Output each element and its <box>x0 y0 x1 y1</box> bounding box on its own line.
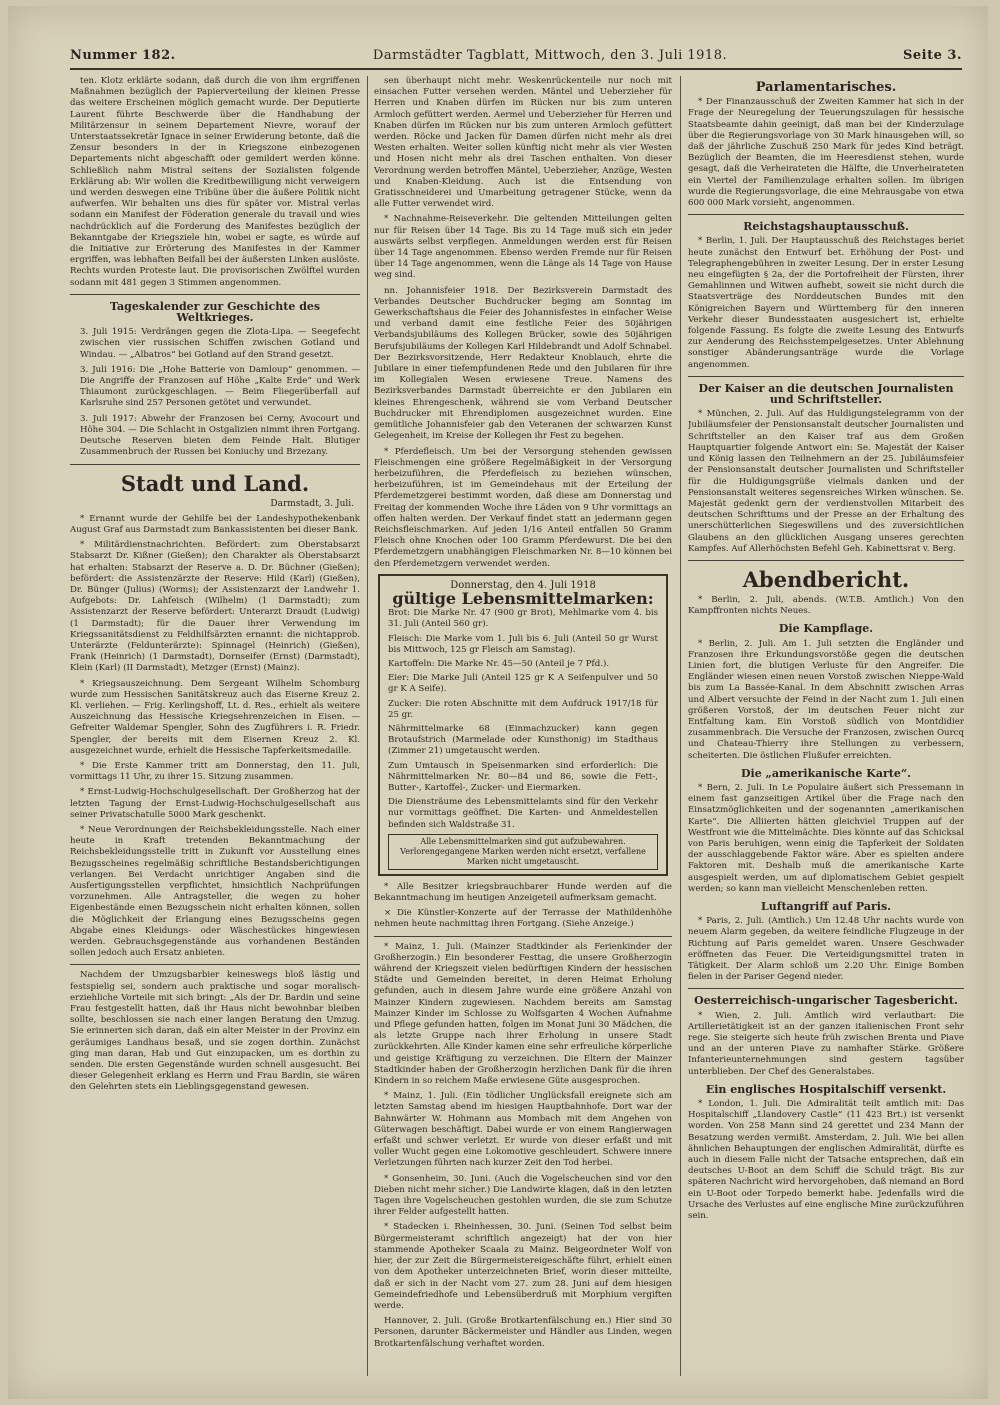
issue-number: Nummer 182. <box>70 48 176 63</box>
box-item: Eier: Die Marke Juli (Anteil 125 gr K A Seifenpulver und 50 gr K A Seife). <box>388 673 658 695</box>
kalender-item: 3. Juli 1915: Verdrängen gegen die Zlota-Lipa. — Seegefecht zwischen vier russischen Schiffen zwischen Gotland und Windau. — „Albatros“ bei Gotland auf den Strand gesetzt. <box>80 327 360 360</box>
divider <box>70 464 360 465</box>
page-header <box>70 46 962 70</box>
article-paragraph: * Neue Verordnungen der Reichsbekleidungsstelle. Nach einer heute in Kraft tretenden Bekanntmachung der Reichsbekleidungsstelle tritt in Zukunft vor Ausstellung eines Bezugsscheines regelmäßig schriftliche Bestandsberichtigungen verlangen. Bei Verdacht unrichtiger Angaben sind die Ausfertigungsstellen verpflichtet, hinsichtlich Nachprüfungen vorzunehmen. Alle Antragsteller, die wegen zu hoher Eigenbestände einen Bezugsschein nicht erhalten können, sollen die Möglichkeit der Erlangung eines Bezugsscheins gegen Abgabe eines Kleidungs- oder Wäschestückes hingewiesen werden. Gebrauchsgegenstände aus vorhandenen Beständen sollen jedoch auch Ersatz anbieten. <box>70 824 360 959</box>
newspaper-page <box>8 6 988 1399</box>
article-paragraph: * Die Erste Kammer tritt am Donnerstag, den 11. Juli, vormittags 11 Uhr, zu ihrer 15. Sitzung zusammen. <box>70 760 360 783</box>
heading-karte: Die „amerikanische Karte“. <box>741 766 911 780</box>
divider <box>70 294 360 295</box>
article-paragraph: * Kriegsauszeichnung. Dem Sergeant Wilhelm Schomburg wurde zum Hessischen Sanitätskreuz auch das Eiserne Kreuz 2. Kl. verliehen. — Frig. Kerlingshoff, Lt. d. Res., erhielt als weitere Auszeichnung das Hessische Kriegsehrenzeichen in Eisen. — Gefreiter Waldemar Spengler, Sohn des Zugführers i. R. Friedr. Spengler, der bereits mit dem Eisernen Kreuz 2. Kl. ausgezeichnet wurde, erhielt die Hessische Tapferkeitsmedaille. <box>70 678 360 756</box>
feuilleton-paragraph: Nachdem der Umzugsbarbier keineswegs bloß lästig und festspielig sei, sondern auch praktische und sogar moralisch-erziehliche Vorteile mit sich bringt: „Als der Dr. Bardin und seine Frau festgestellt hatten, daß ihr Haus nicht bewohnbar bleiben sollte, beschlossen sie nach einer langen Beratung den Umzug. Sie erinnerten sich daran, daß ein alter Meister in der Provinz ein geräumiges Landhaus besaß, und sie zogen dorthin. Zunächst ging man daran, Hab und Gut einzupacken, um es dorthin zu senden. Die ersten Gegenstände wurden schnell ausgesucht. Bei dieser Gelegenheit erklang es Herrn und Frau Bardin, sie wären den Gelehrten stets ein Lieblingsgegenstand gewesen. <box>70 970 360 1093</box>
article-paragraph: * Ernannt wurde der Gehilfe bei der Landeshypothekenbank August Graf aus Darmstadt zum Bankassistenten bei dieser Bank. <box>70 513 360 535</box>
box-item: Die Diensträume des Lebensmittelamts sind für den Verkehr nur vormittags geöffnet. Die Karten- und Anmeldestellen befinden sich Waldstraße 31. <box>388 797 658 830</box>
divider <box>688 560 964 561</box>
heading-reichstag: Reichstagshauptausschuß. <box>743 220 909 234</box>
box-item: Nährmittelmarke 68 (Einmachzucker) kann gegen Brotaufstrich (Marmelade oder Kunsthonig) im Stadthaus (Zimmer 21) umgetauscht werden. <box>388 723 658 757</box>
column-rule <box>367 76 368 1376</box>
divider <box>688 376 964 377</box>
divider <box>688 988 964 989</box>
heading-luftangriff: Luftangriff auf Paris. <box>761 900 891 913</box>
article-paragraph: * Bern, 2. Juli. In Le Populaire äußert sich Pressemann in einem fast ganzseitigen Artikel über die Frage nach den Einsatzmöglichkeiten und der sogenannten „amerikanischen Karte“. Die Alliierten hätten gleichviel Truppen auf der Westfront wie die Mittelmächte. Dies könnte auf das Schicksal von Paris beruhigen, wenn einig die Tapferkeit der Soldaten der ausschlaggebende Faktor wäre. Aber es spielten andere Faktoren mit. Deshalb muß die amerikanische Karte ausgespielt werden, um auf diplomatischem Gebiet gespielt werden; so kann man vielleicht Menschenleben retten. <box>688 782 964 894</box>
dateline: Darmstadt, 3. Juli. <box>270 498 354 509</box>
article-paragraph: * Mainz, 1. Juli. (Ein tödlicher Unglücksfall ereignete sich am letzten Samstag abend im hiesigen Hauptbahnhofe. Dort war der Bahnwärter W. Hohmann aus Mombach mit dem Angehen von Güterwagen beschäftigt. Dabei wurde er von einem Rangierwagen erfaßt und schwer verletzt. Er wurde von dieser erfaßt und mit voller Wucht gegen eine Lokomotive geschleudert. Schwere innere Verletzungen führten nach kurzer Zeit den Tod herbei. <box>374 1091 672 1169</box>
page-number: Seite 3. <box>903 48 962 63</box>
article-paragraph: * Pferdefleisch. Um bei der Versorgung stehenden gewissen Fleischmengen eine größere Regelmäßigkeit in der Versorgung herbeizuführen, die Pferdefleisch zu beziehen wünschen, herbeizuführen, ist im Gemeindehaus mit der Erteilung der Pferdemetzgerei bestimmt worden, daß diese am Donnerstag und Freitag der kommenden Woche ihre Läden von 9 Uhr vormittags an offen halten werden. Der Verkauf findet statt an jedermann gegen Reichsfleischmarken. Auf jeden 1/16 Anteil entfallen 50 Gramm Fleisch ohne Knochen oder 100 Gramm Pferdewurst. Die bei den Pferdemetzgern unabhängigen Fleischmarken Nr. 8—10 können bei den Pferdemetzgern verwendet werden. <box>374 446 672 569</box>
article-paragraph: * Mainz, 1. Juli. (Mainzer Stadtkinder als Ferienkinder der Großherzogin.) Ein besonderer Festtag, die unsere Großherzogin während der Kriegszeit vielen bedürftigen Kindern der hessischen Städte und Gemeinden bereitet, in deren Heimat Erholung gefunden, auch in diesem Jahre wurde eine größere Anzahl von Mainzer Kindern zugewiesen. Nachdem bereits am Samstag Mainzer Kinder im Schlosse zu Wolfsgarten 4 Wochen Aufnahme und Pflege gefunden hatten, folgen im Monat Juni 30 Mädchen, die als letzte Gruppe nach ihrer Erholung in unsere Stadt zurückkehrten. Alle Kinder kamen eine sehr erfreuliche körperliche und geistige Kräftigung zu verzeichnen. Die Eltern der Mainzer Stadtkinder haben der Großherzogin herzlichen Dank für die ihren Kindern in so reichem Maße erwiesene Güte ausgesprochen. <box>374 941 672 1087</box>
box-date: Donnerstag, den 4. Juli 1918 <box>450 579 596 591</box>
article-paragraph: * München, 2. Juli. Auf das Huldigungstelegramm von der Jubiläumsfeier der Pensionsanstalt deutscher Journalisten und Schriftsteller an den Kaiser traf aus dem Großen Hauptquartier folgende Antwort ein: Se. Majestät der Kaiser und König lassen den Teilnehmern an der 25. Jubiläumsfeier der Pensionsanstalt deutscher Journalisten und Schriftsteller für die Huldigungsgrüße vielmals danken und der Pensionsanstalt weiteres segensreiches Wirken wünschen. Se. Majestät gedenkt gern der verdienstvollen Mitarbeit des deutschen Schrifttums und der Presse an der Erhaltung des unerschütterlichen Siegeswillens und des zuversichtlichen Glaubens an den glücklichen Ausgang unseres gerechten Kampfes. Auf Allerhöchsten Befehl Geh. Kabinettsrat v. Berg. <box>688 409 964 554</box>
heading-abendbericht: Abendbericht. <box>742 566 910 592</box>
divider <box>374 936 672 937</box>
article-paragraph: * Der Finanzausschuß der Zweiten Kammer hat sich in der Frage der Neuregelung der Teuerungszulagen für hessische Staatsbeamte dahin geeinigt, daß man bei der Kinderzulage über die Regierungsvorlage von 30 Mark hinausgehen will, so daß der jährliche Zuschuß 250 Mark für jedes Kind beträgt. Bezüglich der Beamten, die im Heeresdienst stehen, wurde gesagt, daß die Verheirateten die Hälfte, die Unverheirateten ein Viertel der Familienzulage erhalten sollen. Im übrigen wurde die Regierungsvorlage, die eine Mehrausgabe von etwa 600 000 Mark vorsieht, angenommen. <box>688 97 964 209</box>
box-item: Zum Umtausch in Speisenmarken sind erforderlich: Die Nährmittelmarken Nr. 80—84 und 86, sowie die Fett-, Butter-, Kartoffel-, Zucker- und Eiermarken. <box>388 760 658 793</box>
article-paragraph: * Alle Besitzer kriegsbrauchbarer Hunde werden auf die Bekanntmachung im heutigen Anzeigeteil aufmerksam gemacht. <box>374 881 672 903</box>
heading-parlamentarisches: Parlamentarisches. <box>755 80 897 95</box>
article-paragraph: * London, 1. Juli. Die Admiralität teilt amtlich mit: Das Hospitalschiff „Llandovery Castle“ (11 423 Brt.) ist versenkt worden. Von 258 Mann sind 24 gerettet und 234 Mann der Besatzung werden vermißt. Amsterdam, 2. Juli. Wie bei allen ähnlichen Behauptungen der englischen Admiralität, dürfte es auch in diesem Falle nicht der Tatsache entsprechen, daß ein deutsches U-Boot an dem Schiff die Schuld trägt. Bis zur späteren Nachricht wird hervorgehoben, daß niemand an Bord ein U-Boot oder Torpedo bemerkt habe. Jedenfalls wird die Ursache des Verlustes auf eine englische Mine zurückzuführen sein. <box>688 1099 964 1222</box>
article-paragraph: Hannover, 2. Juli. (Große Brotkartenfälschung en.) Hier sind 30 Personen, darunter Bäckermeister und Händler aus Linden, wegen Brotkartenfälschung verhaftet worden. <box>374 1316 672 1349</box>
article-paragraph: * Ernst-Ludwig-Hochschulgesellschaft. Der Großherzog hat der letzten Tagung der Ernst-Ludwig-Hochschulgesellschaft aus seiner Privatschatulle 5000 Mark geschenkt. <box>70 787 360 820</box>
article-paragraph: * Gonsenheim, 30. Juni. (Auch die Vogelscheuchen sind vor den Dieben nicht mehr sicher.) Die Landwirte klagen, daß in den letzten Tagen ihre Vogelscheuchen gestohlen wurden, die sie zum Schutze ihrer Felder aufgestellt hatten. <box>374 1173 672 1218</box>
article-paragraph: × Die Künstler-Konzerte auf der Terrasse der Mathildenhöhe nehmen heute nachmittag ihren Fortgang. (Siehe Anzeige.) <box>374 908 672 930</box>
article-paragraph: nn. Johannisfeier 1918. Der Bezirksverein Darmstadt des Verbandes Deutscher Buchdrucker beging am Sonntag im Gewerkschaftshaus die Feier des Johannisfestes in einfacher Weise und verband damit eine festliche Feier des 50jährigen Verbandsjubiläums des Kollegen Brücker, sowie des 50jährigen Berufsjubiläums der Kollegen Karl Hildebrandt und Adolf Schnabel. Der Bezirksvorsitzende, Herr Redakteur Knoblauch, ehrte die Jubilare in einer tiefempfundenen Rede und den Jubilaren für ihre im Kollegialen Wesen erwiesene Treue. Namens des Bezirksverbandes Darmstadt überreichte er den Jubilaren ein kleines Ehrengeschenk, während sie vom Verband Deutscher Buchdrucker mit Ehrendiplomen ausgezeichnet wurden. Eine gemütliche Johannisfeier gab den Veteranen der schwarzen Kunst Gelegenheit, im Kreise der Kollegen ihr Fest zu begehen. <box>374 285 672 442</box>
kalender-heading: Tageskalender zur Geschichte des Weltkrieges. <box>109 299 321 325</box>
box-heading: gültige Lebensmittelmarken: <box>392 588 654 608</box>
box-item: Zucker: Die roten Abschnitte mit dem Aufdruck 1917/18 für 25 gr. <box>388 698 658 720</box>
section-heading-stadt-und-land: Stadt und Land. <box>120 470 310 496</box>
article-paragraph: * Nachnahme-Reiseverkehr. Die geltenden Mitteilungen gelten nur für Reisen über 14 Tage. Bis zu 14 Tage muß sich ein jeder auswärts selbst verpflegen. Anmeldungen werden erst für Reisen über 14 Tage angenommen. Ebenso werden Fremde nur für Reisen über 14 Tage angenommen, wenn die Länge als 14 Tage von Hause weg sind. <box>374 214 672 281</box>
column-left <box>70 76 360 1376</box>
divider <box>688 214 964 215</box>
lebensmittelmarken-box <box>378 574 668 876</box>
kalender-item: 3. Juli 1917: Abwehr der Franzosen bei Cerny, Avocourt und Höhe 304. — Die Schlacht in Ostgalizien nimmt ihren Fortgang. Deutsche Reserven bieten dem Feinde Halt. Blutiger Zusammenbruch der Russen bei Koniuchy und Brzezany. <box>80 413 360 458</box>
article-paragraph: * Militärdienstnachrichten. Befördert: zum Oberstabsarzt Stabsarzt Dr. Kißner (Gießen); den Charakter als Oberstabsarzt hat erhalten: Stabsarzt der Reserve a. D. Dr. Büchner (Gießen); befördert: die Assistenzärzte der Reserve: Hild (Karl) (Gießen), Dr. Bünger (Julius) (Worms); der Assistenzarzt der Landwehr 1. Aufgebots: Dr. Lahfeisch (Wilhelm) (1 Darmstadt); zum Assistenzarzt der Reserve befördert: Unterarzt Draudt (Ludwig) (1 Darmstadt); für die Dauer ihrer Verwendung im Kriegssanitätsdienst zu Feldhilfsärzten ernannt: die nichtapprob. Unterärzte (Feldunterärzte): Spinnagel (Heinrich) (Gießen), Frank (Heinrich) (1 Darmstadt), Dornseifer (Ernst) (Darmstadt), Klein (Karl) (II Darmstadt), Metzger (Ernst) (Mainz). <box>70 540 360 674</box>
article-text: ten. Klotz erklärte sodann, daß durch die von ihm ergriffenen Maßnahmen bezüglich der Papierverteilung der kleinen Presse das weitere Erscheinen möglich gemacht wurde. Der Deputierte Laurent führte Beschwerde über die Handhabung der Militärzensur in seinem Departement Nievre, worauf der Unterstaatssekretär Ignace in seiner Erwiderung betonte, daß die Zensur besonders in der in Kriegszone einbezogenen Departements nicht abgeschafft oder gemildert werden könne. Schließlich nahm Mistral seitens der Sozialisten folgende Erklärung ab: Wir wollen die Kreditbewilligung nicht verweigern und werden deswegen eine Tribüne über die äußere Politik nicht aufwerfen. Wir behalten uns dies für später vor. Mistral verlas sodann ein Manifest der Föderation generale du travail und wies nachdrücklich auf die Forderung des Manifestes bezüglich der Bekanntgabe der Kriegsziele hin, wobei er sagte, es würde auf die Initiative zur Erörterung des Manifestes in der Kammer ergriffen, was lebhaften Beifall bei der äußersten Linken auslöste. Rechts wurden Proteste laut. Die provisorischen Zwölftel wurden sodann mit 481 gegen 3 Stimmen angenommen. <box>70 76 360 288</box>
article-paragraph: * Paris, 2. Juli. (Amtlich.) Um 12.48 Uhr nachts wurde von neuem Alarm gegeben, da weitere feindliche Flugzeuge in der Richtung auf Paris gemeldet waren. Unsere Geschwader eröffneten das Feuer. Die Verteidigungsmittel traten in Tätigkeit. Der Alarm schloß um 2.20 Uhr. Einige Bomben fielen in der Pariser Gegend nieder. <box>688 916 964 983</box>
article-text: sen überhaupt nicht mehr. Weskenrückenteile nur noch mit einsachen Futter versehen werden. Mäntel und Ueberzieher für Herren und Knaben dürfen im Rücken nur bis zum unteren Armloch gefüttert werden. Aermel und Ueberzieher für Herren und Knaben dürfen im Rücken nur bis zum unteren Armloch gefüttert werden. Röcke und Jacken für Damen dürfen nicht mehr als drei Westen erhalten. Weiter sollen künftig nicht mehr als vier Westen und Hosen nicht mehr als drei Taschen enthalten. Von dieser Verordnung werden betroffen Mäntel, Ueberzieher, Anzüge, Westen und Knaben-Kleidung. Auch ist die Entsendung von Gratisschneiderei und Umarbeitung getragener Stücke, wenn da alle Futter verwendet wird. <box>374 76 672 210</box>
heading-kaiser: Der Kaiser an die deutschen Journalisten und Schriftsteller. <box>698 381 954 407</box>
column-right <box>688 76 964 1376</box>
article-paragraph: * Stadecken i. Rheinhessen, 30. Juni. (Seinen Tod selbst beim Bürgermeisteramt schriftlich angezeigt) hat der von hier stammende Apotheker Scaala zu Mainz. Beigeordneter Wolf von hier, der zur Zeit die Bürgermeistereigeschäfte führt, erhielt einen von dem Apotheker unterzeichneten Brief, worin dieser mitteilte, daß er sich in der Nacht vom 27. zum 28. Juni auf dem hiesigen Gemeindefriedhofe und Lebensüberdruß mit Morphium vergiften werde. <box>374 1222 672 1311</box>
box-note: Alle Lebensmittelmarken sind gut aufzubewahren. Verlorengegangene Marken werden nicht ersetzt, verfallene Marken nicht umgetauscht. <box>388 834 658 870</box>
article-paragraph: * Berlin, 1. Juli. Der Hauptausschuß des Reichstages beriet heute zunächst den Entwurf bet. Erhöhung der Post- und Telegraphengebühren in zweiter Lesung. Der in erster Lesung neu eingefügten § 2a, der die Portofreiheit der Fürsten, ihrer Gemahlinnen und Witwen aufhebt, soweit sie nicht durch die Staatsverträge des Norddeutschen Bundes mit den Königreichen Bayern und Württemberg für den inneren Verkehr dieser Bundesstaaten ausgesichert ist, erhielte folgende Fassung. Es folgte die zweite Lesung des Entwurfs zur Aenderung des Reichsstempelgesetzes. Unter Ablehnung sonstiger Abänderungsanträge wurde die Vorlage angenommen. <box>688 236 964 370</box>
masthead-line: Darmstädter Tagblatt, Mittwoch, den 3. Juli 1918. <box>372 48 728 63</box>
heading-kampflage: Die Kampflage. <box>778 622 874 636</box>
article-paragraph: * Berlin, 2. Juli. Am 1. Juli setzten die Engländer und Franzosen ihre Erkundungsvorstöße gegen die deutschen Linien fort, die blutigen Verluste für den Angreifer. Die Engländer wiesen einen neuen Vorstoß zwischen Nieppe-Wald bis zum La Bassée-Kanal. In dem Abschnitt zwischen Arras und Albert versuchte der Feind in der Nacht zum 1. Juli einen größeren Vorstoß, der im deutschen Feuer nicht zur Entfaltung kam. Ein Vorstoß südlich von Montdidier zusammenbrach. Die Versuche der Franzosen, zwischen Ourcq und Chateau-Thierry ihre Stellungen zu verbessern, scheiterten. Die östlichen Flußufer erreichten. <box>688 638 964 761</box>
box-item: Kartoffeln: Die Marke Nr. 45—50 (Anteil je 7 Pfd.). <box>388 658 610 669</box>
article-paragraph: * Wien, 2. Juli. Amtlich wird verlautbart: Die Artillerietätigkeit ist an der ganzen italienischen Front sehr rege. Sie steigerte sich heute früh zwischen Brenta und Piave und an der unteren Piave zu namhafter Stärke. Größere Infanterieunternehmungen sind gestern tagsüber unterblieben. Der Chef des Generalstabes. <box>688 1010 964 1077</box>
column-rule <box>680 76 681 1376</box>
heading-oesterreich: Oesterreichisch-ungarischer Tagesbericht. <box>694 994 958 1008</box>
kalender-list <box>70 327 360 458</box>
heading-hospitalschiff: Ein englisches Hospitalschiff versenkt. <box>705 1082 947 1096</box>
article-paragraph: * Berlin, 2. Juli, abends. (W.T.B. Amtlich.) Von den Kampffronten nichts Neues. <box>688 594 964 617</box>
divider <box>70 964 360 965</box>
column-middle <box>374 76 672 1376</box>
box-item: Fleisch: Die Marke vom 1. Juli bis 6. Juli (Anteil 50 gr Wurst bis Mittwoch, 125 gr Fleisch am Samstag). <box>388 633 658 655</box>
box-item: Brot: Die Marke Nr. 47 (900 gr Brot), Mehlmarke vom 4. bis 31. Juli (Anteil 560 gr). <box>388 608 658 630</box>
kalender-item: 3. Juli 1916: Die „Hohe Batterie von Damloup“ genommen. — Die Angriffe der Franzosen auf Höhe „Kalte Erde“ und Werk Thiaumont zurückgeschlagen. — Beim Fliegerüberfall auf Karlsruhe sind 257 Personen getötet und verwundet. <box>80 364 360 409</box>
